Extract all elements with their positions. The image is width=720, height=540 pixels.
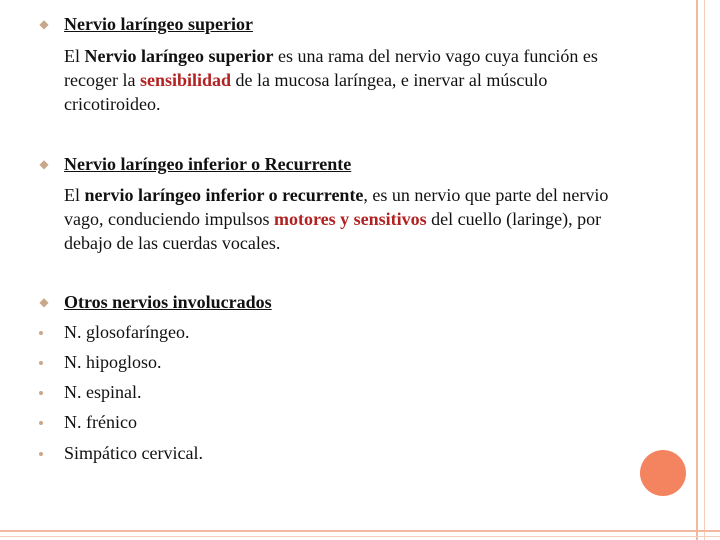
dot-bullet-icon bbox=[39, 452, 43, 456]
section3-heading: Otros nervios involucrados bbox=[64, 292, 272, 312]
section2-line3: debajo de las cuerdas vocales. bbox=[64, 233, 281, 253]
accent-circle bbox=[640, 450, 686, 496]
section2-line2-pre: vago, conduciendo impulsos bbox=[64, 209, 274, 229]
list-item: N. espinal. bbox=[64, 382, 142, 402]
section2-line1 bbox=[64, 184, 608, 207]
diamond-bullet-icon: ◆ bbox=[39, 17, 49, 31]
section2-line2-post: del cuello (laringe), por bbox=[426, 209, 602, 229]
list-item: N. hipogloso. bbox=[64, 352, 162, 372]
section2-line2 bbox=[64, 208, 601, 231]
list-item: Simpático cervical. bbox=[64, 443, 203, 463]
section1-heading: Nervio laríngeo superior bbox=[64, 14, 253, 34]
section1-line2-post: de la mucosa laríngea, e inervar al músculo bbox=[231, 70, 548, 90]
list-item: N. frénico bbox=[64, 412, 137, 432]
section1-line2-pre: recoger la bbox=[64, 70, 140, 90]
section1-line1 bbox=[64, 45, 598, 68]
section2-term: nervio laríngeo inferior o recurrente bbox=[84, 185, 364, 205]
decorative-horizontal-rule bbox=[0, 530, 720, 532]
section2-highlight: motores y sensitivos bbox=[273, 209, 427, 229]
dot-bullet-icon bbox=[39, 391, 43, 395]
decorative-vertical-rule-thin bbox=[704, 0, 705, 540]
list-item: N. glosofaríngeo. bbox=[64, 322, 190, 342]
section1-intro: El bbox=[64, 46, 85, 66]
section1-line2 bbox=[64, 69, 547, 92]
section2-heading: Nervio laríngeo inferior o Recurrente bbox=[64, 154, 352, 174]
diamond-bullet-icon: ◆ bbox=[39, 157, 49, 171]
section1-highlight: sensibilidad bbox=[139, 70, 231, 90]
decorative-horizontal-rule-thin bbox=[0, 536, 720, 537]
section1-rest1: es una rama del nervio vago cuya función es bbox=[273, 46, 598, 66]
dot-bullet-icon bbox=[39, 331, 43, 335]
dot-bullet-icon bbox=[39, 421, 43, 425]
section2-rest1: , es un nervio que parte del nervio bbox=[363, 185, 609, 205]
section2-intro: El bbox=[64, 185, 85, 205]
dot-bullet-icon bbox=[39, 361, 43, 365]
section1-line3: cricotiroideo. bbox=[64, 94, 161, 114]
section1-term: Nervio laríngeo superior bbox=[84, 46, 274, 66]
diamond-bullet-icon: ◆ bbox=[39, 295, 49, 309]
decorative-vertical-rule bbox=[696, 0, 698, 540]
